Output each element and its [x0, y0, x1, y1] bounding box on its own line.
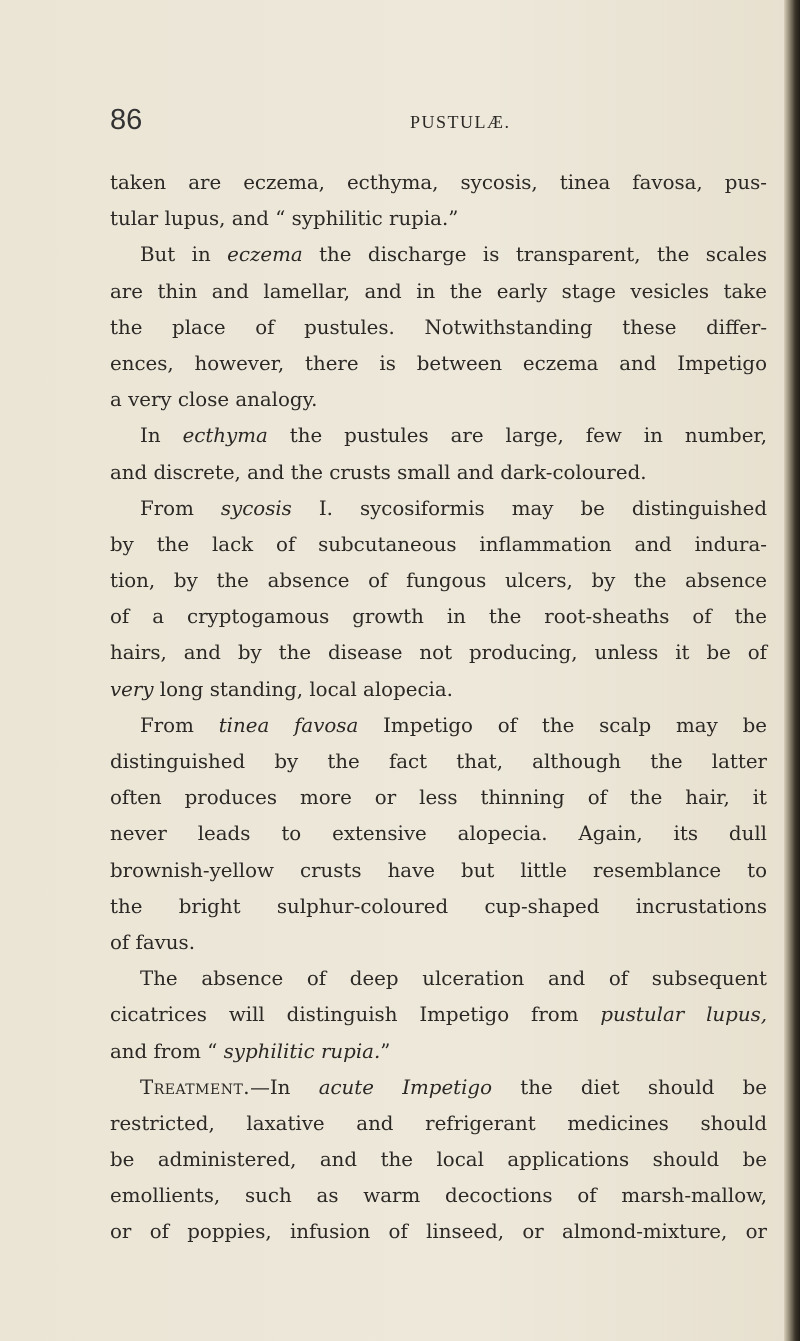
- text-span: be administered, and the local applications should be: [110, 1148, 767, 1172]
- text-line: [110, 346, 767, 382]
- italic-span: tinea favosa: [218, 713, 359, 737]
- text-span: a very close analogy.: [110, 388, 318, 412]
- text-line: [110, 1142, 767, 1178]
- text-line: [110, 418, 767, 454]
- page-header: [110, 104, 770, 144]
- text-line: [110, 635, 767, 671]
- body-text: [110, 165, 767, 1251]
- text-span: cicatrices will distinguish Impetigo from: [110, 1003, 601, 1027]
- text-span: never leads to extensive alopecia. Again, its dull: [110, 822, 767, 846]
- italic-span: pustular lupus,: [600, 1003, 768, 1027]
- text-line: [110, 1070, 767, 1106]
- text-span: tion, by the absence of fungous ulcers, by the absence: [110, 569, 767, 593]
- text-line: [110, 527, 767, 563]
- text-line: [110, 889, 767, 925]
- text-line: [110, 563, 767, 599]
- text-line: [110, 853, 767, 889]
- italic-span: sycosis: [220, 496, 292, 520]
- text-span: distinguished by the fact that, although the latter: [110, 750, 767, 773]
- text-line: [110, 925, 767, 961]
- text-line: [110, 165, 767, 201]
- text-span: the bright sulphur-coloured cup-shaped incrustations: [110, 894, 767, 918]
- text-span: But in: [140, 243, 228, 267]
- text-span: I. sycosiformis may be distinguished: [291, 496, 767, 520]
- text-line: [110, 997, 767, 1033]
- small-caps-span: Treatment.: [140, 1075, 251, 1099]
- text-span: and from “: [110, 1039, 224, 1063]
- book-spine-edge: [784, 0, 800, 1341]
- text-span: ences, however, there is between eczema and Impetigo: [110, 351, 767, 375]
- page-number: 86: [110, 104, 143, 136]
- text-line: [110, 672, 767, 708]
- text-line: [110, 1034, 767, 1070]
- text-line: [110, 274, 767, 310]
- text-line: [110, 1106, 767, 1142]
- text-line: [110, 780, 767, 816]
- text-line: [110, 816, 767, 852]
- text-span: of favus.: [110, 930, 195, 954]
- text-span: From: [140, 713, 219, 737]
- text-span: are thin and lamellar, and in the early stage vesicles take: [110, 279, 767, 303]
- italic-span: ecthyma: [182, 424, 268, 448]
- text-span: Impetigo of the scalp may be: [358, 713, 767, 737]
- text-span: by the lack of subcutaneous inflammation and indura-: [110, 532, 767, 556]
- text-span: In: [140, 424, 183, 448]
- italic-span: eczema: [227, 243, 303, 267]
- text-line: [110, 201, 767, 237]
- text-line: [110, 599, 767, 635]
- text-line: [110, 1214, 767, 1250]
- text-span: the diet should be: [492, 1075, 768, 1099]
- text-span: and discrete, and the crusts small and dark-coloured.: [110, 460, 647, 484]
- running-head: PUSTULÆ.: [410, 112, 511, 132]
- text-span: often produces more or less thinning of the hair, it: [110, 786, 767, 810]
- text-span: or of poppies, infusion of linseed, or almond-mixture, or: [110, 1220, 767, 1244]
- text-span: tular lupus, and “ syphilitic rupia.”: [110, 207, 459, 231]
- italic-span: acute Impetigo: [318, 1075, 493, 1099]
- text-span: restricted, laxative and refrigerant medicines should: [110, 1111, 767, 1135]
- text-line: [110, 455, 767, 491]
- text-line: [110, 237, 767, 273]
- text-line: [110, 744, 767, 780]
- text-span: the discharge is transparent, the scales: [302, 243, 767, 267]
- text-line: [110, 961, 767, 997]
- text-span: emollients, such as warm decoctions of marsh-mallow,: [110, 1184, 767, 1208]
- text-span: the place of pustules. Notwithstanding these differ-: [110, 315, 767, 339]
- text-line: [110, 491, 767, 527]
- text-span: hairs, and by the disease not producing, unless it be of: [110, 641, 767, 665]
- text-span: long standing, local alopecia.: [153, 677, 453, 701]
- text-span: brownish-yellow crusts have but little resemblance to: [110, 858, 767, 882]
- text-line: [110, 310, 767, 346]
- text-span: of a cryptogamous growth in the root-sheaths of the: [110, 605, 767, 629]
- text-line: [110, 382, 767, 418]
- text-span: taken are eczema, ecthyma, sycosis, tinea favosa, pus-: [110, 171, 767, 194]
- text-span: The absence of deep ulceration and of subsequent: [140, 967, 767, 991]
- text-line: [110, 708, 767, 744]
- text-span: the pustules are large, few in number,: [267, 424, 767, 448]
- italic-span: syphilitic rupia.: [223, 1039, 381, 1063]
- italic-span: very: [110, 677, 154, 701]
- text-span: —In: [250, 1075, 319, 1099]
- text-span: From: [140, 496, 221, 520]
- text-line: [110, 1178, 767, 1214]
- text-span: ”: [380, 1039, 391, 1063]
